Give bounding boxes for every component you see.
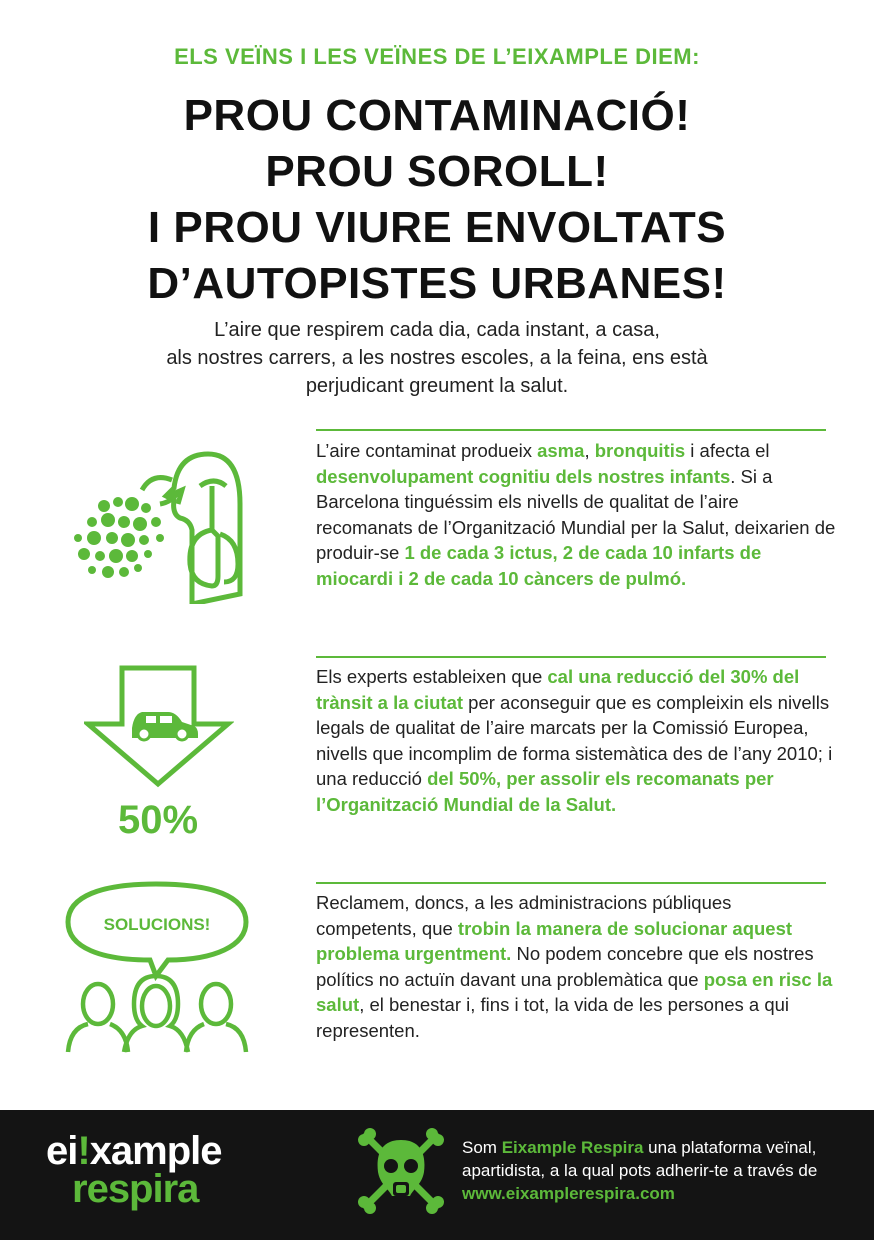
intro-line: als nostres carrers, a les nostres escoles, a la feina, ens està [166, 347, 708, 369]
website-link[interactable]: www.eixamplerespira.com [462, 1184, 675, 1203]
main-headline [0, 88, 874, 312]
percent-label: 50% [117, 798, 199, 842]
health-impact-text: L’aire contaminat produeix asma, bronquitis i afecta el desenvolupament cognitiu dels nostres infants. Si a Barcelona tinguéssim els nivells de qualitat de l’aire recomanats de l’Organització Mundial per la Salut, deixarien de produir-se 1 de cada 3 ictus, 2 de cada 10 infarts de miocardi i 2 de cada 10 càncers de pulmó. [316, 440, 836, 589]
section-divider [316, 656, 826, 658]
solutions-text: Reclamem, doncs, a les administracions públiques competents, que trobin la manera de solucionar aquest problema urgentment. No podem concebre que els nostres polítics no actuïn davant una problemàtica que posa en risc la salut, el benestar i, fins i tot, la vida de les persones a qui representen. [316, 892, 833, 1041]
section-divider [316, 882, 826, 884]
headline-line: D’AUTOPISTES URBANES! [147, 259, 727, 308]
traffic-reduction-text: Els experts estableixen que cal una reducció del 30% del trànsit a la ciutat per aconseguir que es compleixin els nivells legals de qualitat de l’aire marcats per la Comissió Europea, nivells que incomplim de forma sistemàtica des de l’any 2010; i una reducció del 50%, per assolir els recomanats per l’Organització Mundial de la Salut. [316, 666, 833, 815]
intro-line: L’aire que respirem cada dia, cada instant, a casa, [214, 319, 660, 341]
footer-description: Som Eixample Respira una plataforma veïnal, apartidista, a la qual pots adherir-te a través de www.eixamplerespira.com [462, 1138, 818, 1203]
people-speech-icon [62, 880, 252, 1058]
section-divider [316, 429, 826, 431]
headline-line: I PROU VIURE ENVOLTATS [147, 203, 727, 252]
logo-respira: respira [72, 1167, 199, 1211]
breathing-pollution-icon [64, 444, 250, 604]
headline-line: PROU SOROLL! [265, 147, 609, 196]
headline-line: PROU CONTAMINACIÓ! [183, 91, 691, 140]
speech-bubble-label: SOLUCIONS! [103, 915, 211, 934]
traffic-reduction-arrow-icon [84, 664, 234, 788]
intro-line: perjudicant greument la salut. [305, 375, 569, 397]
gas-mask-skull-icon [356, 1126, 446, 1216]
kicker-heading: ELS VEÏNS I LES VEÏNES DE L’EIXAMPLE DIEM: [174, 44, 700, 69]
intro-paragraph [60, 316, 814, 400]
logo-eixample: ei!xample [46, 1129, 222, 1173]
